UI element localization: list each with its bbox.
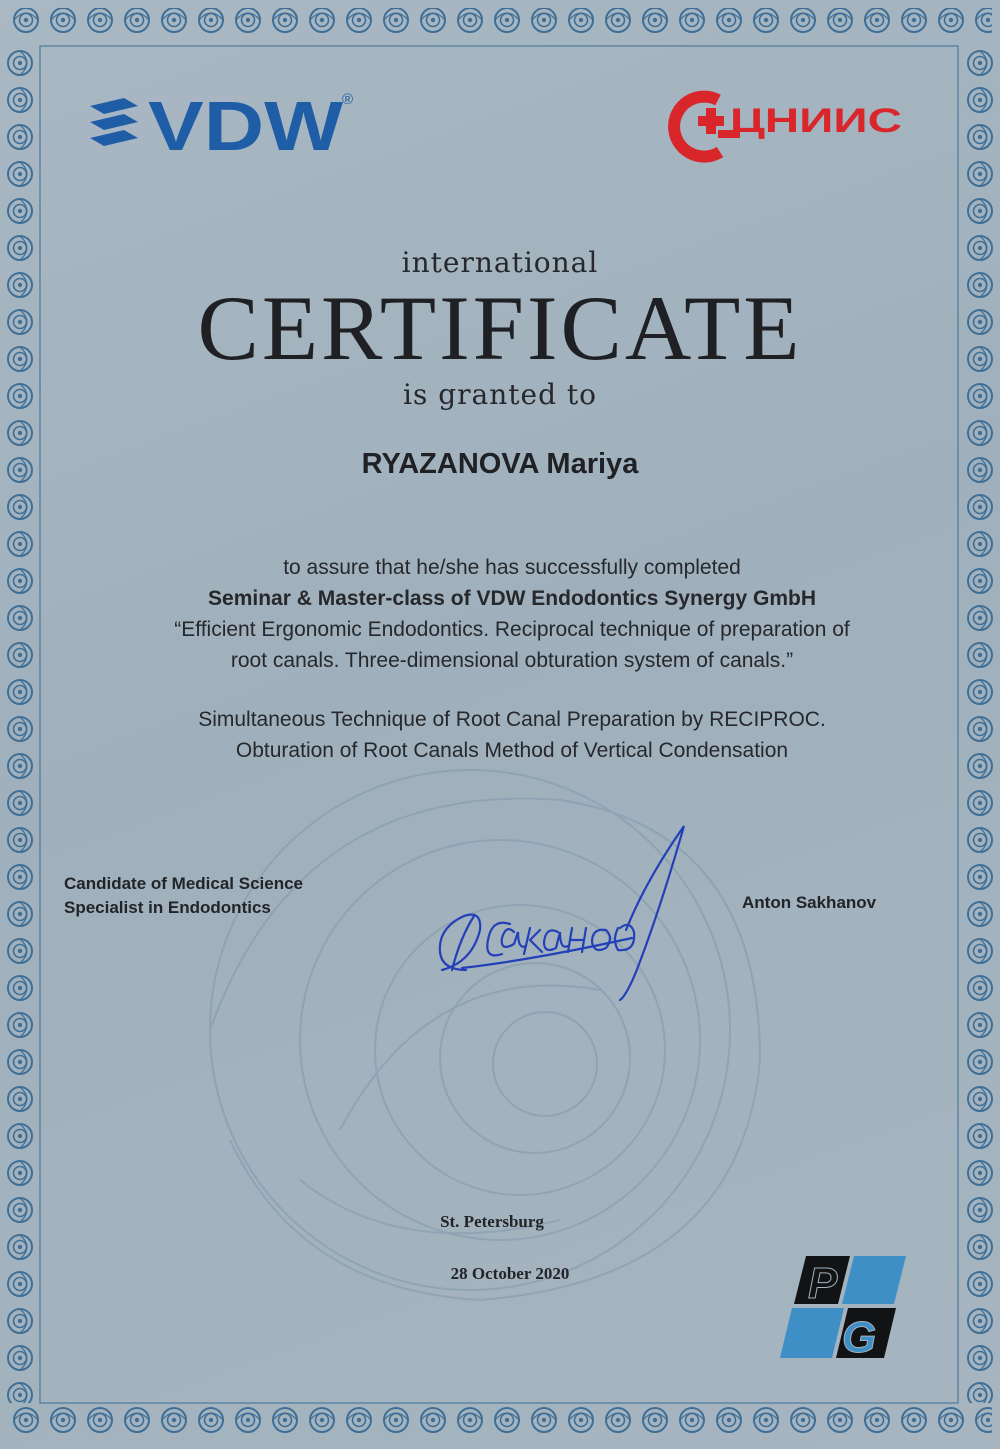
technique-description (80, 704, 944, 766)
vdw-logo (88, 88, 358, 158)
handwritten-signature (422, 820, 702, 1010)
signatory-name: Anton Sakhanov (742, 893, 877, 912)
credential-line-1: Candidate of Medical Science (64, 874, 304, 893)
cniis-logo-text: ЦНИИС (730, 102, 902, 140)
vdw-wave-icon (90, 98, 138, 146)
certificate-title: CERTIFICATE (197, 277, 803, 379)
issue-date: 28 October 2020 (450, 1264, 570, 1283)
cniis-logo (668, 88, 908, 164)
international-label: international (401, 246, 599, 279)
pg-logo-letter-g: G (842, 1313, 877, 1360)
course-line-1: “Efficient Ergonomic Endodontics. Reciprocal technique of preparation of (174, 618, 850, 641)
recipient-name: RYAZANOVA Mariya (361, 448, 639, 480)
course-description (80, 614, 944, 676)
credential-line-2: Specialist in Endodontics (64, 898, 271, 917)
technique-line-1: Simultaneous Technique of Root Canal Preparation by RECIPROC. (198, 708, 826, 731)
issue-place: St. Petersburg (440, 1212, 544, 1231)
seminar-title: Seminar & Master-class of VDW Endodontics Synergy GmbH (208, 587, 816, 610)
vdw-logo-text: VDW (148, 88, 343, 158)
signatory-credentials (64, 872, 303, 920)
vdw-registered-mark: ® (342, 91, 354, 108)
signature-script: Сахано (422, 820, 426, 821)
granted-to-label: is granted to (402, 378, 597, 411)
assure-line: to assure that he/she has successfully completed (283, 556, 741, 579)
pg-logo-letter-p: P (808, 1259, 838, 1308)
technique-line-2: Obturation of Root Canals Method of Vertical Condensation (235, 739, 789, 762)
course-line-2: root canals. Three-dimensional obturation system of canals.” (230, 649, 794, 672)
pg-logo (778, 1254, 908, 1360)
